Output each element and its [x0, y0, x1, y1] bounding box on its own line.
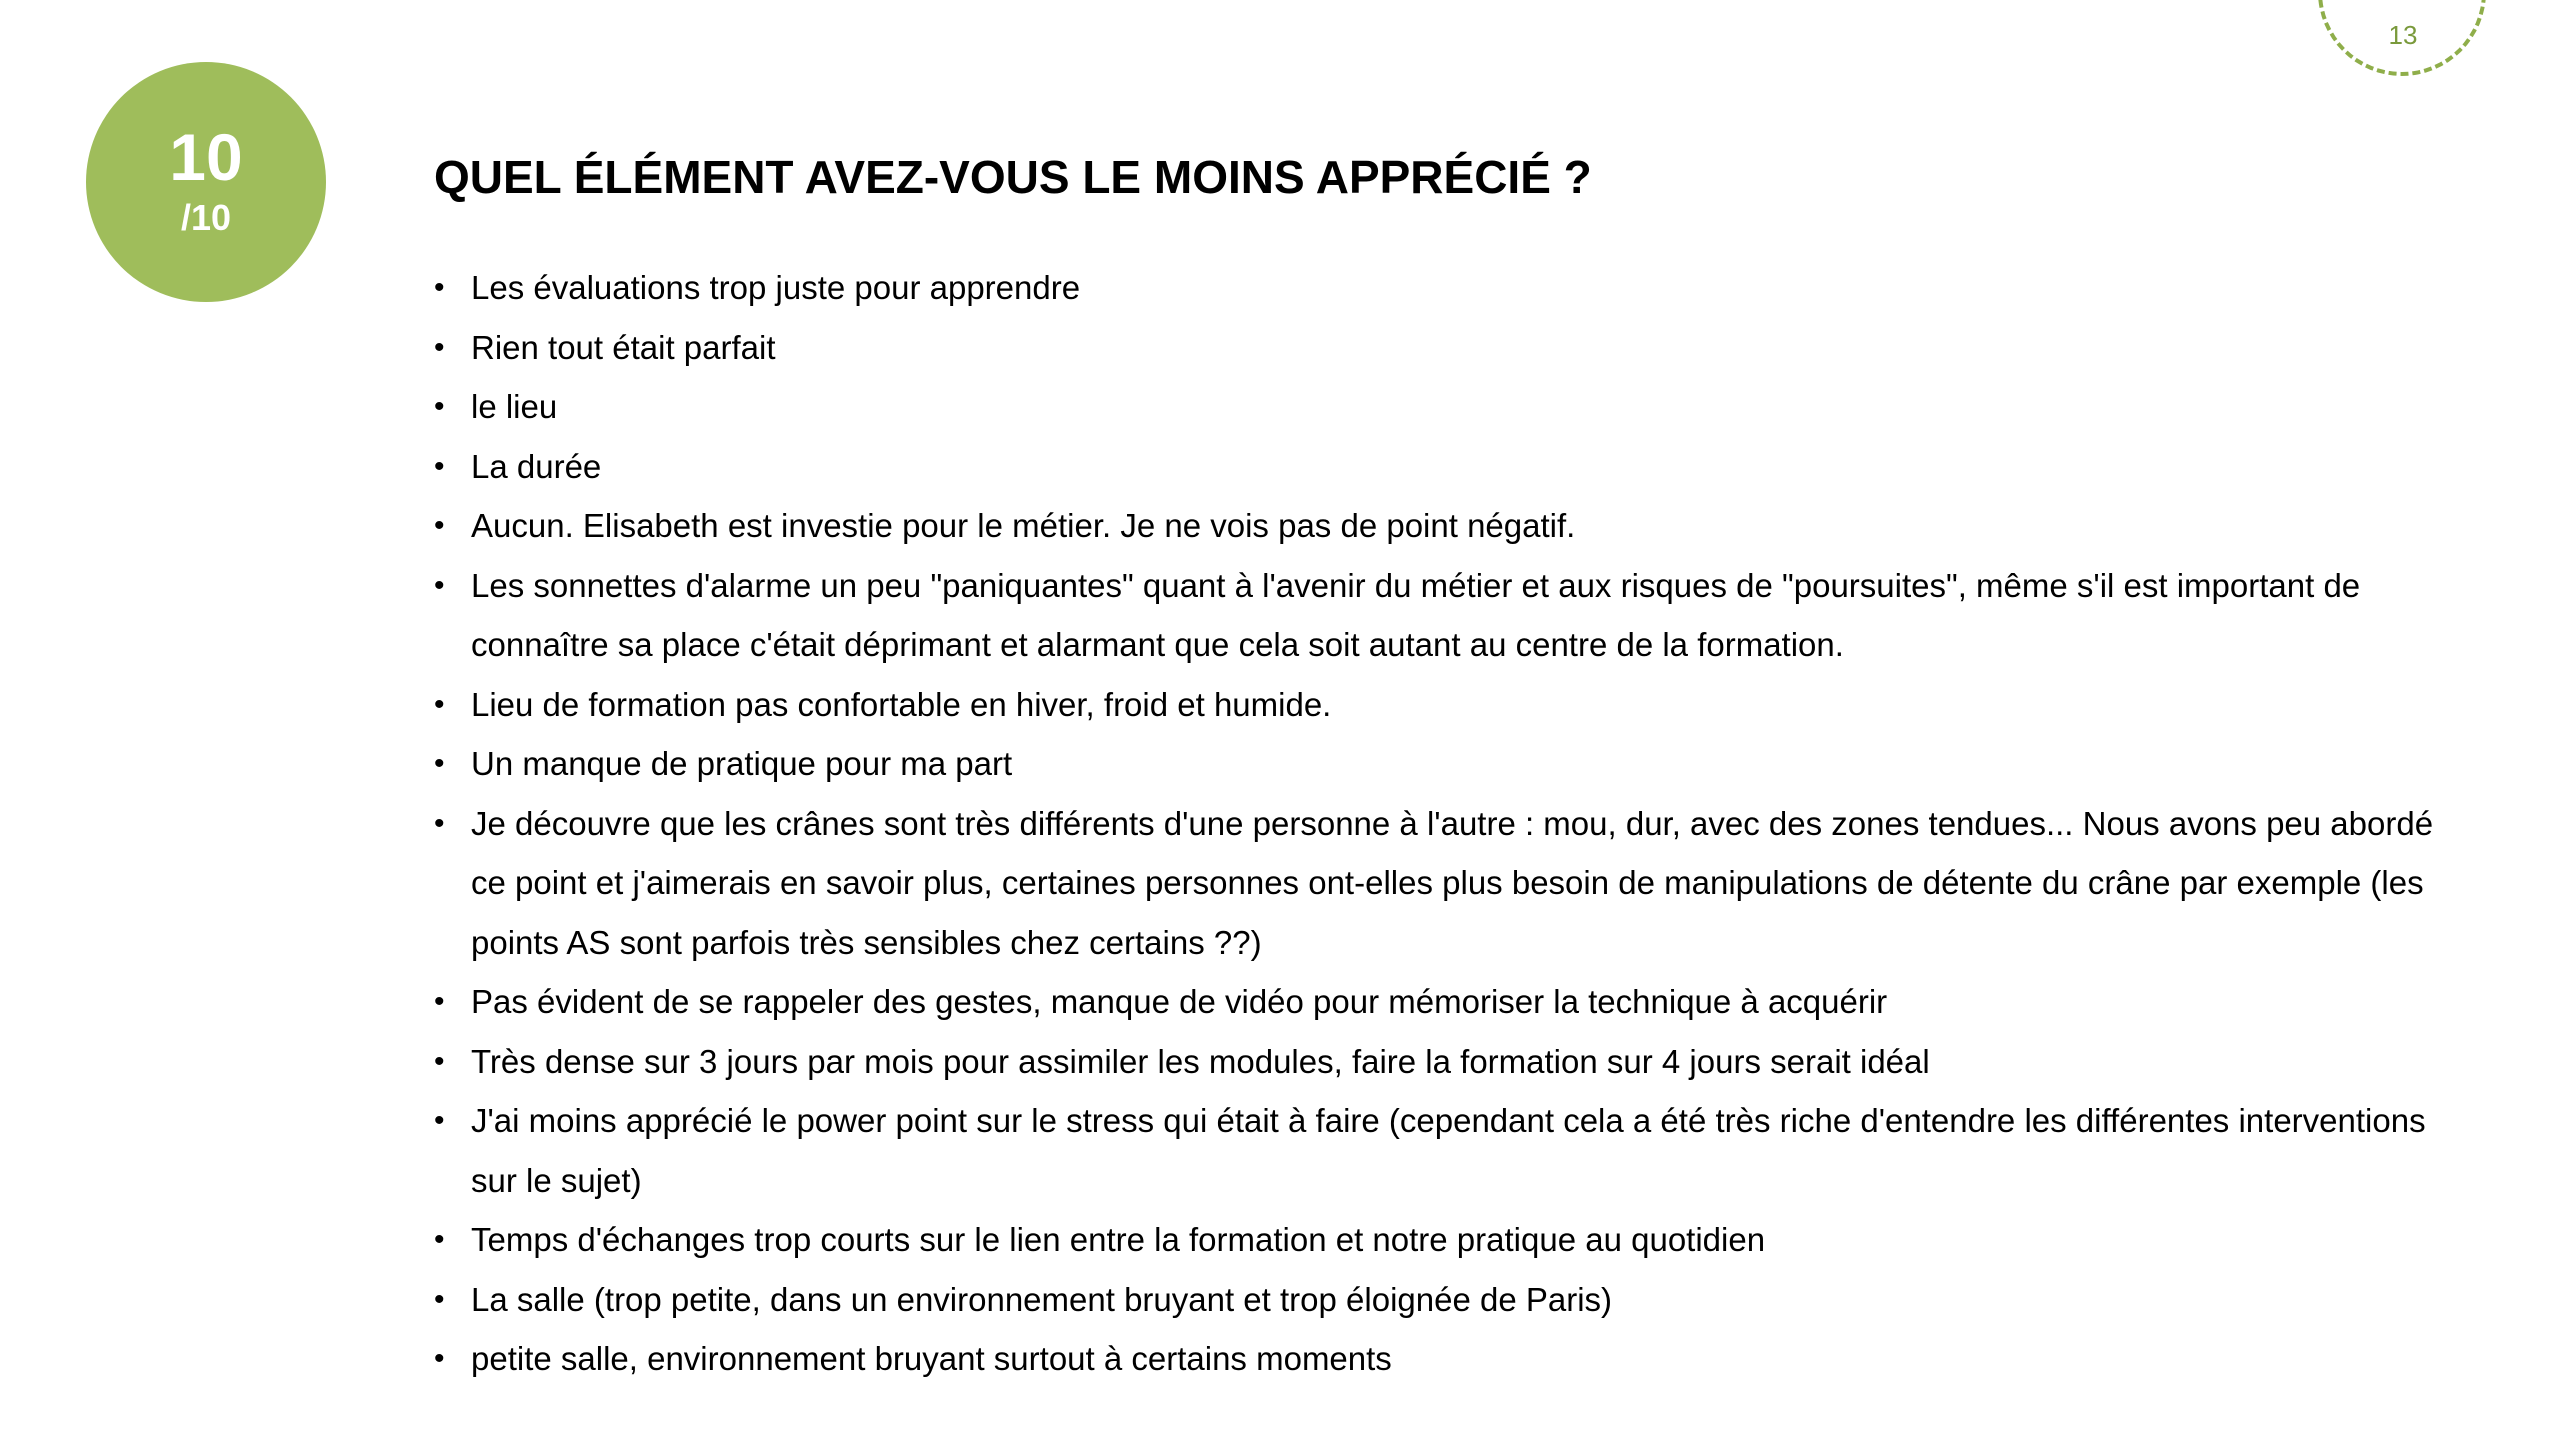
answer-text: Un manque de pratique pour ma part [471, 745, 1013, 782]
list-item [434, 1270, 2464, 1330]
answer-text: Temps d'échanges trop courts sur le lien entre la formation et notre pratique au quotidien [471, 1221, 1766, 1258]
list-item [434, 258, 2464, 318]
answer-text: La salle (trop petite, dans un environnement bruyant et trop éloignée de Paris) [471, 1280, 1613, 1318]
answers-list [434, 258, 2464, 1389]
slide-title: QUEL ÉLÉMENT AVEZ-VOUS LE MOINS APPRÉCIÉ ? [434, 151, 1592, 203]
bullet-icon: • [434, 806, 445, 840]
answer-text: petite salle, environnement bruyant surtout à certains moments [471, 1340, 1392, 1377]
answer-text: Aucun. Elisabeth est investie pour le métier. Je ne vois pas de point négatif. [471, 507, 1576, 544]
bullet-icon: • [434, 1342, 445, 1375]
list-item [434, 437, 2464, 497]
bullet-icon: • [434, 509, 445, 542]
bullet-icon: • [434, 1223, 445, 1256]
bullet-icon: • [434, 1104, 445, 1137]
bullet-icon: • [434, 449, 445, 483]
bullet-icon: • [434, 330, 445, 364]
score-circle [86, 62, 326, 302]
list-item [434, 556, 2464, 675]
answer-text: Lieu de formation pas confortable en hiver, froid et humide. [471, 685, 1332, 723]
answer-text: Rien tout était parfait [471, 328, 776, 366]
list-item [434, 377, 2464, 437]
answer-text: Les sonnettes d'alarme un peu "paniquantes" quant à l'avenir du métier et aux risques de "poursuites", même s'il est important de connaître sa place c'était déprimant et alarmant que cela soit autant au centre de la formation. [471, 566, 2361, 663]
bullet-icon: • [434, 1044, 445, 1078]
list-item [434, 675, 2464, 735]
bullet-icon: • [434, 271, 445, 304]
list-item [434, 1329, 2464, 1389]
bullet-icon: • [434, 390, 445, 423]
answer-text: La durée [471, 447, 602, 485]
score-value: 10 [169, 120, 243, 194]
list-item [434, 794, 2464, 973]
page-number: 13 [2388, 20, 2418, 50]
list-item [434, 972, 2464, 1032]
list-item [434, 734, 2464, 794]
list-item [434, 1091, 2464, 1210]
list-item [434, 1032, 2464, 1092]
answer-text: Je découvre que les crânes sont très différents d'une personne à l'autre : mou, dur, avec des zones tendues... Nous avons peu abordé ce point et j'aimerais en savoir plus, certaines personnes ont-elles plus besoin de manipulations de détente du crâne par exemple (les points AS sont parfois très sensibles chez certains ??) [471, 804, 2434, 961]
bullet-icon: • [434, 747, 445, 780]
list-item [434, 318, 2464, 378]
list-item [434, 1210, 2464, 1270]
score-total: /10 [180, 197, 232, 238]
bullet-icon: • [434, 1282, 445, 1316]
list-item [434, 496, 2464, 556]
answer-text: J'ai moins apprécié le power point sur le stress qui était à faire (cependant cela a été très riche d'entendre les différentes interventions sur le sujet) [471, 1102, 2426, 1199]
bullet-icon: • [434, 985, 445, 1018]
bullet-icon: • [434, 568, 445, 602]
bullet-icon: • [434, 687, 445, 721]
answer-text: le lieu [471, 388, 558, 425]
answer-text: Les évaluations trop juste pour apprendre [471, 269, 1081, 306]
answer-text: Pas évident de se rappeler des gestes, manque de vidéo pour mémoriser la technique à acquérir [471, 983, 1888, 1020]
answer-text: Très dense sur 3 jours par mois pour assimiler les modules, faire la formation sur 4 jours serait idéal [471, 1042, 1930, 1080]
